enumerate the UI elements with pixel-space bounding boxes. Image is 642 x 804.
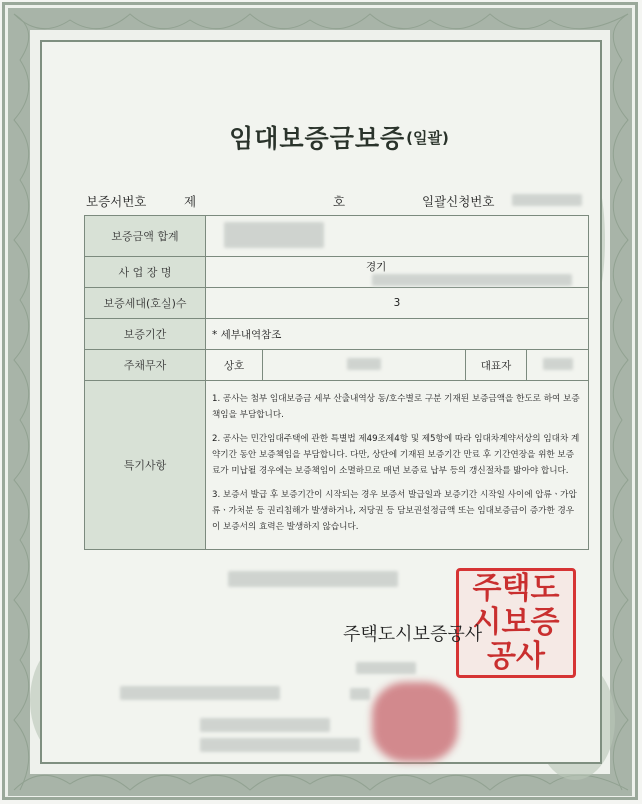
- seal-char: 시: [472, 605, 502, 640]
- special-item-3: 3. 보증서 발급 후 보증기간이 시작되는 경우 보증서 발급일과 보증기간 시작일 사이에 압류ㆍ가압류ㆍ가처분 등 권리침해가 발생하거나, 저당권 등 담보권설정금액 또는 임대보증금이 증가한 경우 이 보증서의 효력은 발생하지 않습니다.: [212, 490, 577, 532]
- debtor-company-label: 상호: [206, 350, 263, 381]
- document-title-suffix: (일괄): [406, 128, 449, 147]
- title-banner: [214, 110, 464, 164]
- amount-value: [206, 216, 589, 257]
- document-title: 임대보증금보증: [229, 124, 406, 153]
- redacted-batch-number: [512, 194, 582, 206]
- site-name-region: 경기: [366, 260, 387, 273]
- row-amount: [85, 216, 589, 257]
- seal-char: 주: [472, 571, 502, 606]
- unit-count-label: 보증세대(호실)수: [85, 288, 206, 319]
- redacted-issuer-title: [356, 662, 416, 674]
- seal-char: 공: [487, 639, 516, 674]
- debtor-company-value: [263, 350, 466, 381]
- redacted-amount: [224, 222, 324, 248]
- cert-number-label: 보증서번호: [86, 194, 147, 209]
- cert-number-suffix: 호: [333, 194, 346, 209]
- row-debtor: [85, 350, 589, 381]
- row-special: [85, 381, 589, 550]
- redacted-mark: [350, 688, 370, 700]
- redacted-contact-1: [200, 718, 330, 732]
- seal-char: 사: [516, 639, 545, 674]
- period-value: * 세부내역참조: [206, 319, 589, 350]
- debtor-ceo-label: 대표자: [466, 350, 527, 381]
- row-period: [85, 319, 589, 350]
- site-name-label: 사 업 장 명: [85, 257, 206, 288]
- seal-char: 보: [501, 605, 531, 640]
- guarantee-table: [84, 215, 589, 550]
- redacted-company: [347, 358, 381, 370]
- seal-char: 증: [530, 605, 560, 640]
- seal-char: 택: [501, 571, 531, 606]
- redacted-issue-date: [228, 571, 398, 587]
- redacted-ceo: [543, 358, 573, 370]
- batch-number-label: 일괄신청번호: [422, 194, 495, 209]
- special-label: 특기사항: [85, 381, 206, 550]
- seal-char: 도: [530, 571, 560, 606]
- redacted-contact-2: [200, 738, 360, 752]
- cert-number-prefix: 제: [184, 194, 197, 209]
- unit-count-value: 3: [206, 288, 589, 319]
- issuer-name: 주택도시보증공사: [343, 624, 483, 645]
- redacted-ceo-seal: [372, 682, 458, 762]
- special-content: [206, 381, 589, 550]
- amount-label: 보증금액 합계: [85, 216, 206, 257]
- redacted-address: [120, 686, 280, 700]
- site-name-value: [206, 257, 589, 288]
- special-item-2: 2. 공사는 민간임대주택에 관한 특별법 제49조제4항 및 제5항에 따라 임대차계약서상의 임대차 계약기간 동안 보증책임을 부담합니다. 다만, 상단에 기재된 보증기간 만료 후 기간연장을 위한 보증료가 미납될 경우에는 보증책임이 소멸하므로 매년 보증료 납부 등의 갱신절차를 밟아야 합니다.: [212, 434, 580, 476]
- redacted-site-name: [372, 274, 572, 286]
- period-label: 보증기간: [85, 319, 206, 350]
- special-item-1: 1. 공사는 첨부 임대보증금 세부 산출내역상 동/호수별로 구분 기재된 보증금액을 한도로 하여 보증책임을 부담합니다.: [212, 394, 580, 420]
- debtor-label: 주채무자: [85, 350, 206, 381]
- debtor-ceo-value: [527, 350, 589, 381]
- row-unit-count: [85, 288, 589, 319]
- row-site-name: [85, 257, 589, 288]
